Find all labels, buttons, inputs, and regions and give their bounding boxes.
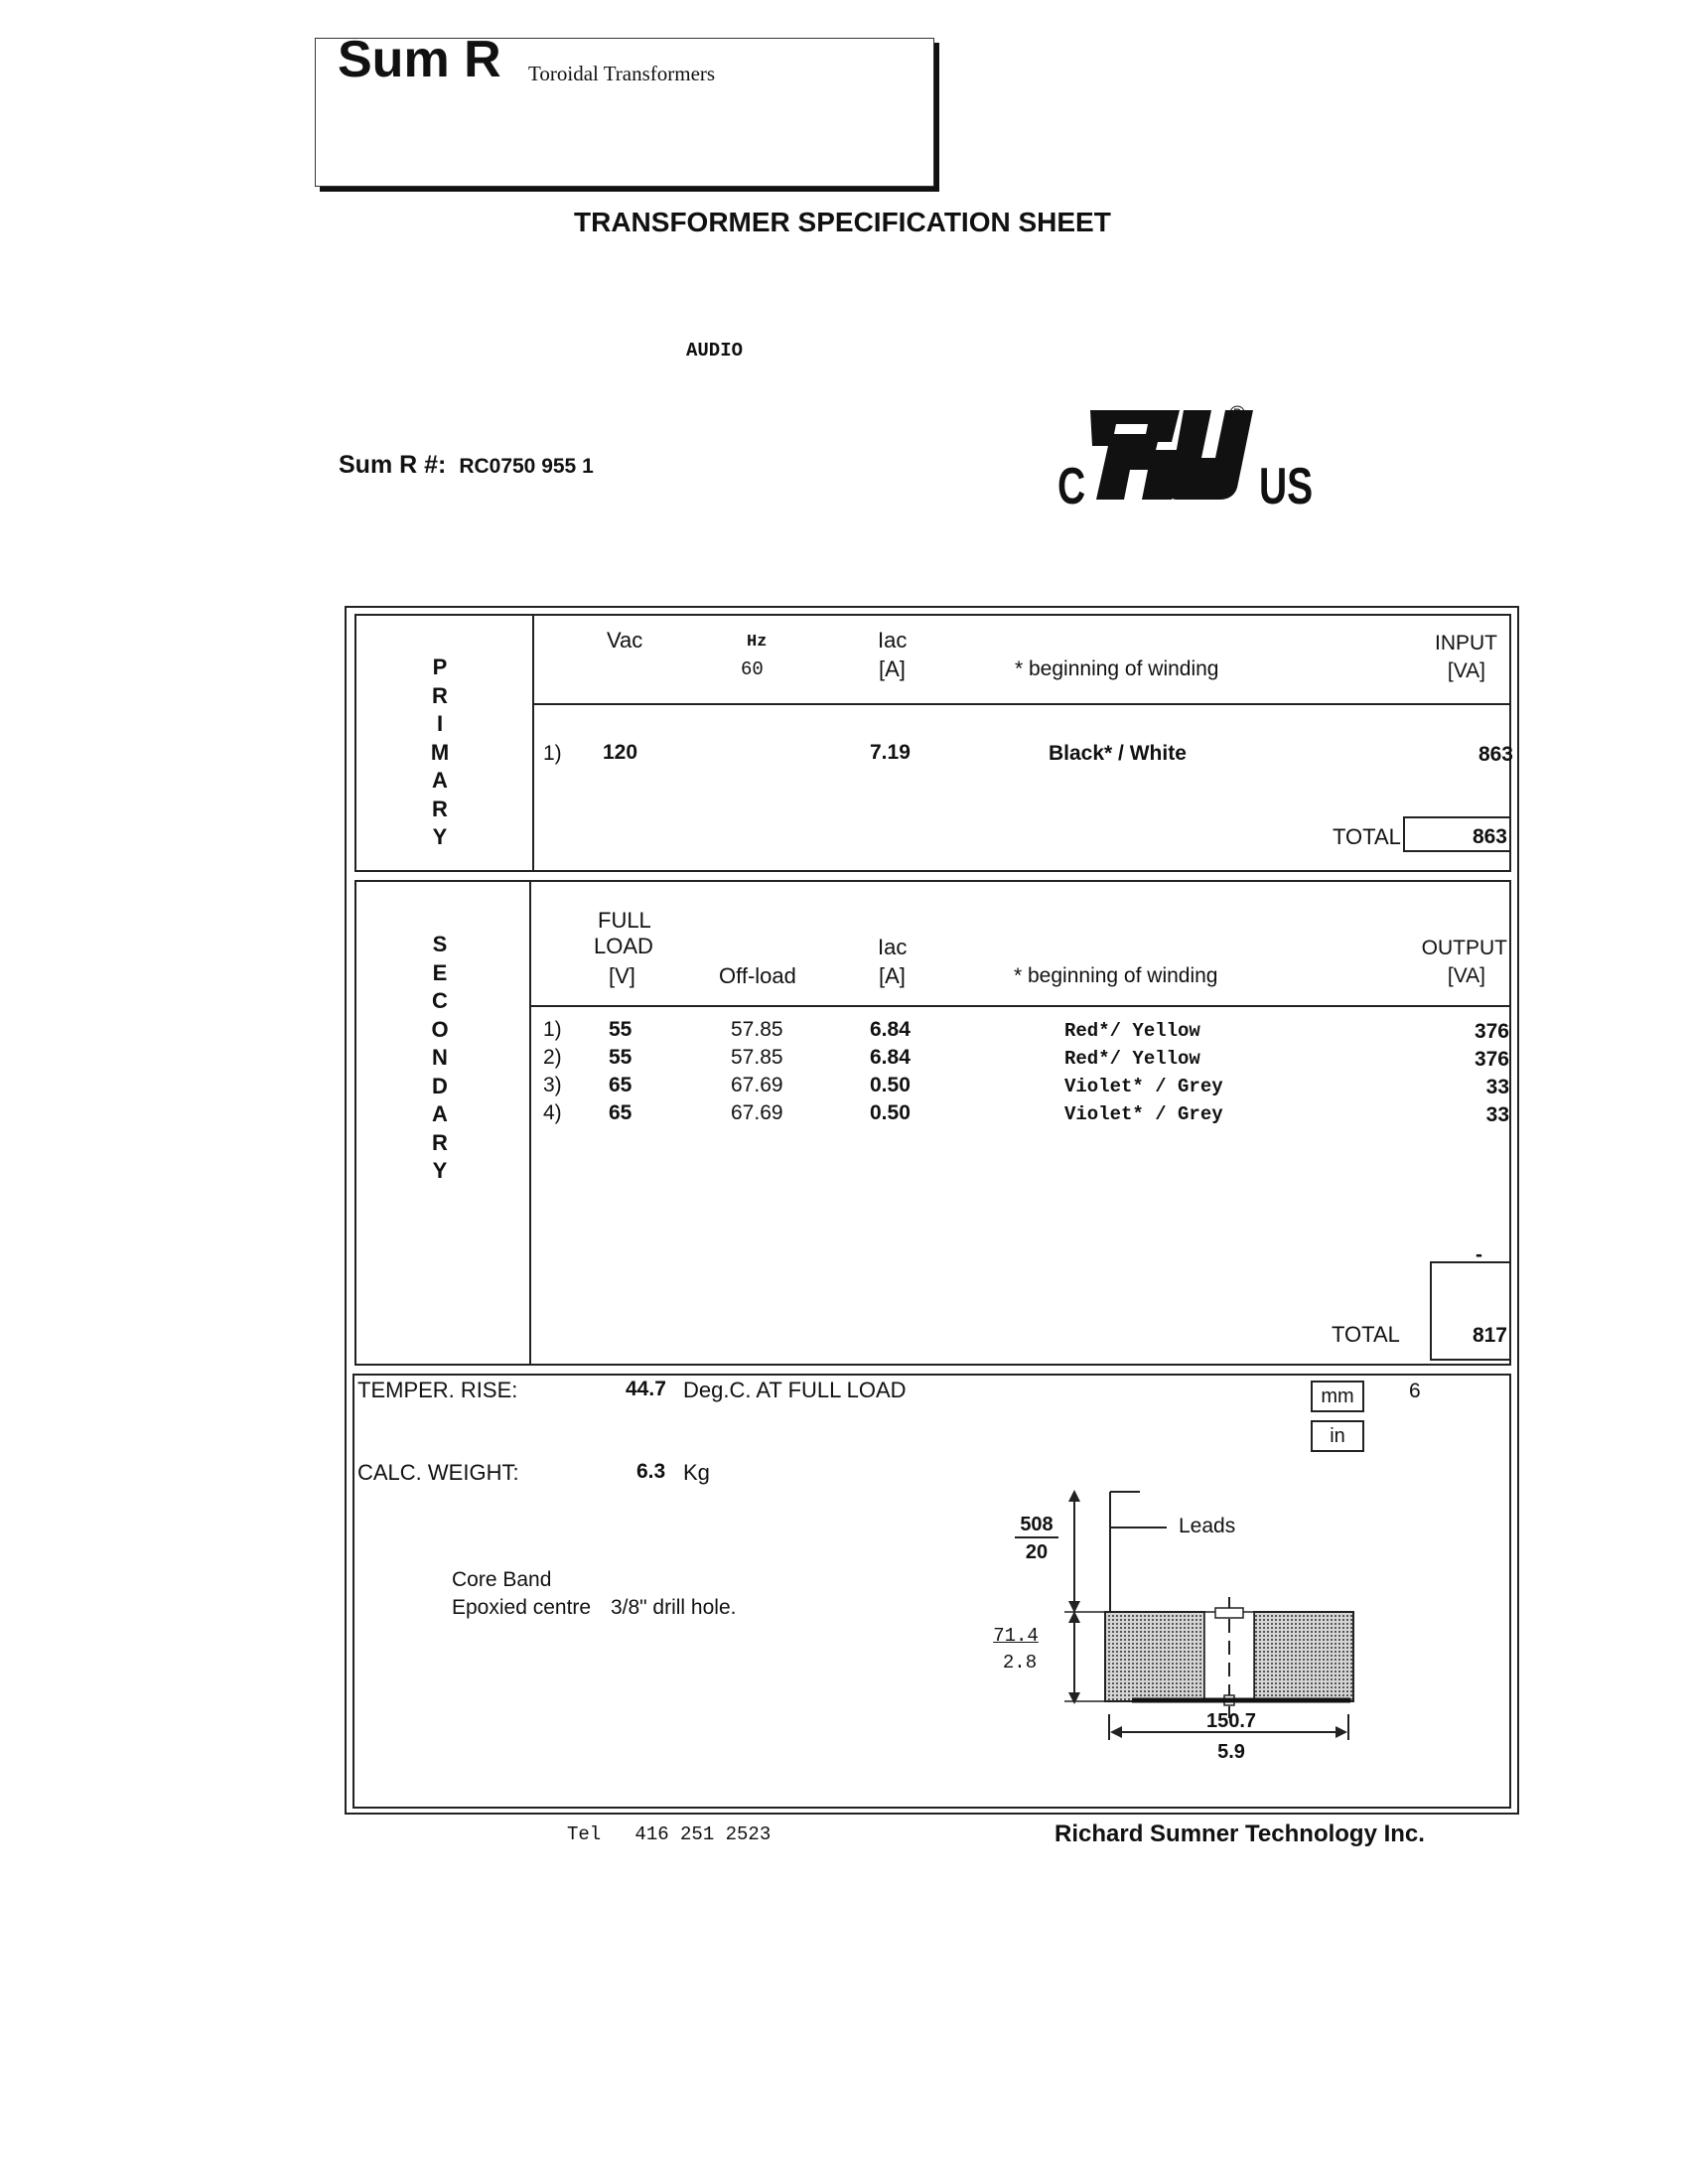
calc-weight-label: CALC. WEIGHT: (357, 1460, 519, 1485)
registered-mark: ® (1229, 401, 1246, 426)
part-number-value: RC0750 955 1 (459, 455, 594, 478)
row-index: 2) (543, 1046, 562, 1069)
side-letter: Y (432, 824, 448, 849)
brand-subtitle: Toroidal Transformers (528, 62, 716, 85)
diameter-in: 5.9 (1217, 1741, 1245, 1763)
primary-input-header: INPUT (1435, 632, 1497, 655)
row-va: 863 (1477, 743, 1513, 766)
primary-iac-unit: [A] (879, 656, 906, 681)
height-mm: 71.4 (993, 1625, 1039, 1647)
row-vac: 120 (603, 741, 638, 764)
row-index: 1) (543, 1018, 562, 1041)
side-letter: I (436, 711, 444, 736)
row-va: 33 (1485, 1103, 1509, 1126)
cert-us: US (1259, 458, 1314, 515)
side-letter: D (432, 1073, 448, 1098)
primary-side-label (425, 654, 455, 852)
row-index: 3) (543, 1074, 562, 1096)
secondary-iac-unit: [A] (879, 963, 906, 988)
leads-label: Leads (1179, 1515, 1236, 1537)
lead-length-in: 20 (1025, 1541, 1049, 1563)
side-letter: M (430, 739, 450, 765)
secondary-load-header: LOAD (594, 934, 653, 958)
temper-rise-label: TEMPER. RISE: (357, 1378, 518, 1402)
row-iac: 7.19 (870, 741, 911, 764)
primary-total-value: 863 (1472, 825, 1507, 848)
row-full-load: 55 (609, 1046, 633, 1069)
side-letter: N (432, 1045, 448, 1070)
secondary-iac-header: Iac (878, 935, 908, 959)
primary-input-unit: [VA] (1447, 659, 1485, 682)
row-leads: Red*/ Yellow (1064, 1020, 1200, 1042)
row-va: 376 (1474, 1020, 1509, 1043)
secondary-volt-unit: [V] (609, 963, 635, 988)
side-letter: P (432, 655, 448, 679)
secondary-total-value: 817 (1472, 1324, 1507, 1347)
row-leads: Red*/ Yellow (1064, 1048, 1200, 1070)
core-note-epoxied: Epoxied centre (452, 1596, 592, 1619)
secondary-section (354, 880, 1511, 1366)
secondary-total-label: TOTAL (1332, 1322, 1400, 1347)
part-number-row (339, 451, 594, 480)
primary-winding-note: * beginning of winding (1015, 657, 1219, 680)
brand-name: Sum R (338, 31, 501, 88)
row-leads: Black* / White (1049, 742, 1187, 765)
side-letter: A (432, 768, 448, 793)
row-index: 1) (543, 742, 562, 765)
row-iac: 6.84 (870, 1018, 911, 1041)
telephone: Tel 416 251 2523 (567, 1823, 772, 1845)
temper-rise-value: 44.7 (626, 1378, 666, 1400)
side-letter: R (432, 1129, 448, 1155)
secondary-dash: - (1476, 1243, 1482, 1266)
side-letter: A (432, 1101, 448, 1126)
row-iac: 6.84 (870, 1046, 911, 1069)
primary-header-rule (532, 703, 1511, 705)
sheet-title: TRANSFORMER SPECIFICATION SHEET (574, 207, 1111, 237)
core-note-line1: Core Band (452, 1568, 552, 1591)
primary-divider (532, 614, 534, 872)
row-index: 4) (543, 1101, 562, 1124)
height-in: 2.8 (1002, 1652, 1038, 1674)
row-va: 33 (1485, 1076, 1509, 1098)
row-iac: 0.50 (870, 1074, 911, 1096)
side-letter: Y (432, 1158, 448, 1183)
row-full-load: 65 (609, 1074, 633, 1096)
temper-rise-unit: Deg.C. AT FULL LOAD (683, 1378, 907, 1402)
row-off-load: 67.69 (731, 1101, 783, 1124)
row-iac: 0.50 (870, 1101, 911, 1124)
calc-weight-unit: Kg (683, 1460, 710, 1485)
row-leads: Violet* / Grey (1064, 1076, 1223, 1097)
unit-in-box: in (1311, 1420, 1364, 1452)
secondary-winding-note: * beginning of winding (1014, 964, 1218, 987)
primary-vac-header: Vac (607, 628, 643, 653)
core-note-drill: 3/8" drill hole. (610, 1596, 737, 1619)
diameter-mm: 150.7 (1205, 1710, 1257, 1732)
unit-mm-box: mm (1311, 1381, 1364, 1412)
company-name: Richard Sumner Technology Inc. (1054, 1820, 1425, 1847)
secondary-output-header: OUTPUT (1421, 937, 1507, 959)
category-label: AUDIO (686, 340, 744, 362)
row-off-load: 57.85 (731, 1018, 783, 1041)
secondary-full-header: FULL (598, 908, 651, 933)
lead-length-mm: 508 (1015, 1514, 1058, 1538)
side-letter: O (431, 1016, 449, 1042)
row-off-load: 57.85 (731, 1046, 783, 1069)
primary-total-label: TOTAL (1333, 824, 1401, 849)
side-letter: C (432, 988, 448, 1013)
primary-hz-header: Hz (747, 633, 768, 652)
side-letter: R (432, 796, 448, 821)
side-letter: S (432, 932, 448, 956)
row-va: 376 (1474, 1048, 1509, 1071)
primary-iac-header: Iac (878, 628, 908, 653)
calc-weight-value: 6.3 (636, 1460, 666, 1483)
unit-number: 6 (1409, 1380, 1421, 1402)
secondary-divider (529, 880, 531, 1366)
row-full-load: 55 (609, 1018, 633, 1041)
side-letter: R (432, 682, 448, 708)
row-full-load: 65 (609, 1101, 633, 1124)
side-letter: E (432, 959, 448, 985)
row-leads: Violet* / Grey (1064, 1103, 1223, 1125)
secondary-offload-header: Off-load (719, 963, 796, 988)
core-note-line2 (452, 1596, 736, 1620)
primary-hz-value: 60 (741, 658, 764, 680)
row-off-load: 67.69 (731, 1074, 783, 1096)
part-number-label: Sum R #: (339, 451, 447, 479)
cert-c: C (1057, 458, 1086, 515)
secondary-output-unit: [VA] (1447, 964, 1485, 987)
secondary-side-label (425, 931, 455, 1186)
secondary-header-rule (529, 1005, 1511, 1007)
